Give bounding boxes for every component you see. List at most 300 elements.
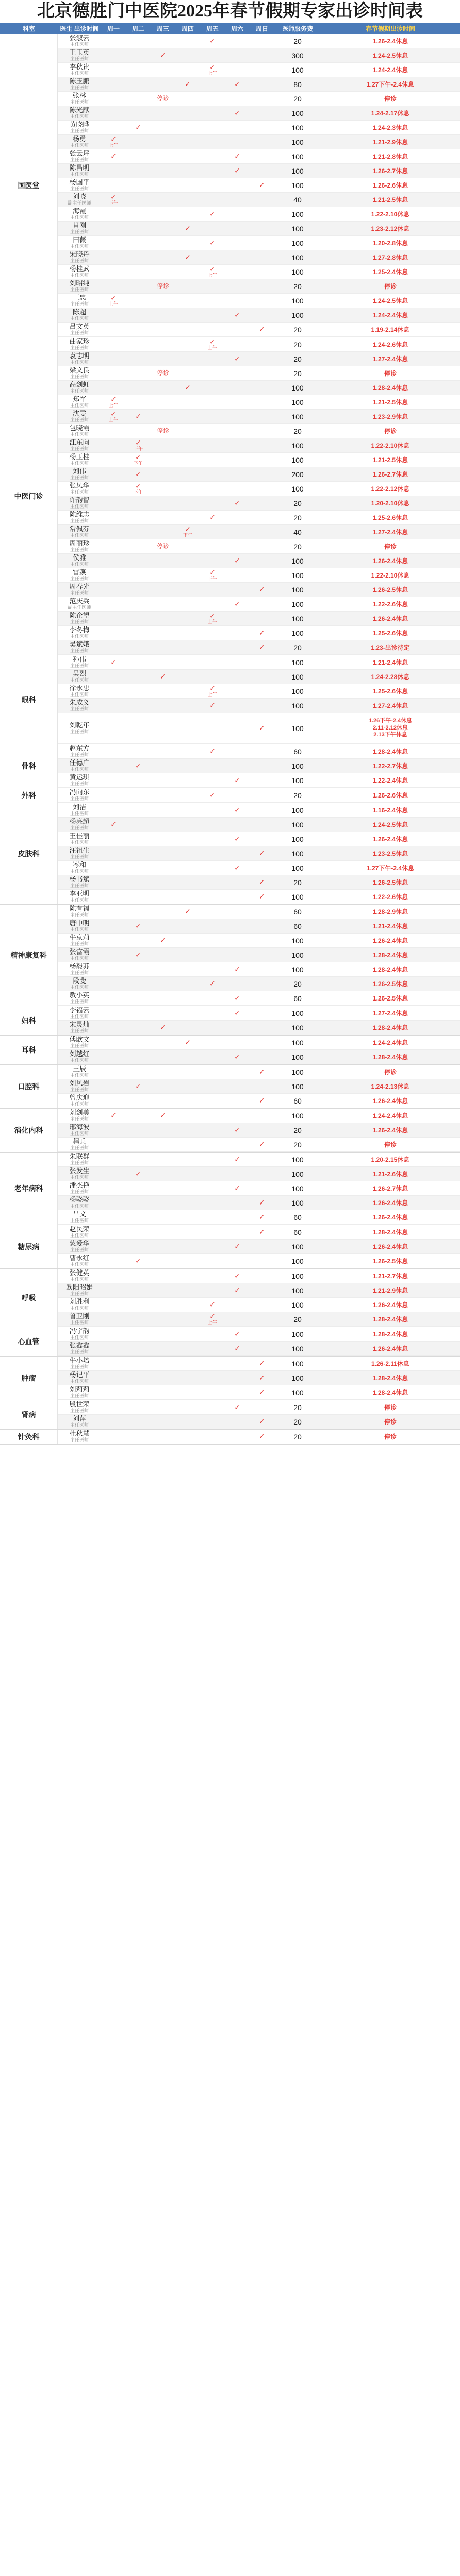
day-cell [250,905,274,919]
day-cell [151,539,175,553]
day-cell [126,861,151,875]
day-cell [250,121,274,134]
fee-cell: 100 [291,1111,304,1120]
check-icon: ✓ [259,1373,265,1382]
doctor-cell [58,1123,101,1137]
day-cell [151,759,175,773]
table-row [58,1153,460,1167]
day-cell [225,991,250,1005]
day-cell [225,788,250,802]
day-cell [200,381,225,395]
check-icon: ✓ [209,513,216,521]
day-cell [151,164,175,178]
day-cell [101,467,126,481]
table-row [58,1415,460,1429]
day-cell [250,744,274,758]
doctor-name: 王佳丽 [69,832,90,840]
dept-rows [58,1430,460,1444]
day-cell [225,1181,250,1195]
doctor-cell [58,934,101,947]
fee-cell: 20 [293,1432,302,1441]
day-cell [200,1283,225,1297]
fee-cell: 100 [291,1257,304,1265]
fee-cell: 20 [293,94,302,103]
day-cell [126,539,151,553]
day-cell [126,948,151,962]
day-cell [126,77,151,91]
day-cell [250,337,274,351]
day-cell [151,905,175,919]
day-cell [151,77,175,91]
doctor-name: 王辰 [72,1065,86,1073]
check-icon: ✓ [135,761,141,770]
table-row [58,670,460,684]
table-row [58,366,460,381]
day-cell [225,803,250,817]
doctor-cell [58,121,101,134]
doctor-cell [58,1385,101,1399]
day-cell [126,149,151,163]
day-cell [151,323,175,336]
day-cell [126,612,151,625]
day-cell [151,1036,175,1049]
day-cell [200,48,225,62]
dept-section [0,34,460,337]
doctor-cell [58,626,101,640]
day-cell [200,149,225,163]
day-cell [250,640,274,654]
day-cell [200,1181,225,1195]
table-row [58,250,460,265]
day-cell [151,453,175,467]
fee-cell: 100 [291,253,304,262]
doctor-name: 岑和 [72,861,86,869]
check-icon: ✓ [160,1111,166,1120]
day-cell [200,626,225,640]
doctor-cell [58,803,101,817]
fee-cell: 20 [293,427,302,435]
half-day-label: 上午 [207,692,217,698]
dept-name: 心血管 [0,1327,58,1356]
day-cell [250,1021,274,1035]
schedule-note: 1.28-2.4休息 [372,1024,408,1031]
day-cell [126,92,151,106]
day-cell [101,1123,126,1137]
table-row [58,744,460,759]
table-row [58,684,460,699]
check-icon: ✓ [209,264,216,273]
day-cell [175,962,200,976]
doctor-name: 陈企望 [69,612,90,620]
day-cell [175,77,200,91]
day-cell [151,1181,175,1195]
fee-cell: 100 [291,224,304,233]
check-icon: ✓ [259,642,265,651]
doctor-name: 杨记平 [69,1371,90,1379]
doctor-cell [58,1079,101,1093]
schedule-note: 1.21-2.4休息 [372,659,408,666]
day-cell [225,178,250,192]
doctor-title: 副主任医师 [68,604,91,610]
day-cell [225,1400,250,1414]
doctor-title: 主任医师 [70,1130,89,1136]
day-cell [200,934,225,947]
day-cell [225,861,250,875]
day-cell [250,250,274,264]
doctor-name: 李冬梅 [69,626,90,634]
day-cell [250,788,274,802]
check-icon: ✓ [234,599,240,608]
fee-cell: 100 [291,1300,304,1309]
day-cell [200,496,225,510]
day-cell [126,1400,151,1414]
day-cell [250,323,274,336]
day-cell [225,1036,250,1049]
fee-cell: 100 [291,806,304,815]
doctor-title: 主任医师 [70,633,89,639]
doctor-name: 曲家珍 [69,337,90,346]
check-icon: ✓ [234,354,240,363]
day-cell [175,948,200,962]
table-row [58,1269,460,1283]
doctor-cell [58,222,101,235]
day-cell [225,294,250,308]
day-cell [250,496,274,510]
dept-rows [58,337,460,655]
doctor-name: 陈维志 [69,511,90,519]
doctor-cell [58,962,101,976]
doctor-name: 张淑云 [69,34,90,42]
day-cell [250,1050,274,1064]
table-row [58,919,460,934]
day-cell [175,991,200,1005]
doctor-cell [58,265,101,279]
day-cell [151,395,175,409]
fee-cell: 20 [293,1403,302,1412]
schedule-note: 1.27-2.4休息 [372,529,408,536]
doctor-cell [58,890,101,904]
dept-name: 糖尿病 [0,1225,58,1268]
day-cell [200,337,225,351]
fee-cell: 20 [293,513,302,522]
day-cell [175,818,200,832]
day-cell [225,496,250,510]
day-cell [126,1050,151,1064]
table-row [58,977,460,991]
schedule-note: 1.26-2.4休息 [372,836,408,843]
day-cell [200,1415,225,1429]
day-cell [250,991,274,1005]
schedule-note: 1.21-2.9休息 [372,139,408,146]
header-doctor: 医生 出诊时间 [60,25,99,32]
doctor-title: 主任医师 [70,286,89,292]
doctor-cell [58,1050,101,1064]
day-cell [250,1371,274,1385]
day-cell [175,1327,200,1341]
day-cell [126,1415,151,1429]
check-icon: ✓ [110,134,117,143]
day-cell [225,1269,250,1283]
day-cell [175,655,200,669]
table-row [58,1327,460,1342]
table-row [58,539,460,554]
fee-cell: 20 [293,979,302,988]
day-cell [200,554,225,568]
schedule-note: 1.26-2.4休息 [372,1199,408,1207]
check-icon: ✓ [234,79,240,88]
fee-cell: 100 [291,383,304,392]
doctor-title: 主任医师 [70,1028,89,1033]
day-cell [101,453,126,467]
day-cell [225,236,250,250]
day-cell [151,1298,175,1312]
fee-cell: 100 [291,951,304,959]
fee-cell: 100 [291,1184,304,1193]
doctor-name: 沈雯 [72,410,86,418]
doctor-title: 主任医师 [70,128,89,133]
fee-cell: 20 [293,643,302,652]
schedule-note: 1.28-2.4休息 [372,748,408,755]
day-cell [250,1153,274,1166]
day-cell [101,1371,126,1385]
day-cell [225,1021,250,1035]
day-cell [175,832,200,846]
table-row [58,962,460,977]
day-cell [101,438,126,452]
doctor-cell [58,323,101,336]
day-cell [126,1181,151,1195]
day-cell [200,438,225,452]
day-cell [151,744,175,758]
fee-cell: 20 [293,791,302,800]
day-cell [200,655,225,669]
day-cell [225,1138,250,1151]
day-cell [225,1196,250,1210]
fee-cell: 100 [291,965,304,974]
day-cell [175,1240,200,1253]
schedule-note: 1.26-2.5休息 [372,995,408,1002]
day-cell [126,496,151,510]
check-icon: ✓ [234,1052,240,1061]
half-day-label: 下午 [133,461,143,466]
doctor-title: 主任医师 [70,854,89,859]
day-cell [200,121,225,134]
day-cell [151,875,175,889]
day-cell [200,991,225,1005]
doctor-name: 汪祖生 [69,846,90,855]
day-cell [225,1327,250,1341]
doctor-title: 主任医师 [70,1057,89,1063]
day-cell [126,640,151,654]
day-cell [200,1050,225,1064]
day-cell [101,597,126,611]
table-row [58,410,460,424]
day-cell [126,294,151,308]
schedule-note: 1.26-2.7休息 [372,1185,408,1192]
day-cell [126,713,151,743]
schedule-note: 停诊 [384,428,397,435]
day-cell [126,977,151,991]
schedule-note: 1.22-2.10休息 [371,211,410,218]
doctor-cell [58,48,101,62]
day-cell [175,1269,200,1283]
day-cell [200,482,225,496]
fee-cell: 20 [293,340,302,349]
doctor-title: 主任医师 [70,1101,89,1107]
doctor-title: 主任医师 [70,984,89,990]
half-day-label: 上午 [108,417,118,423]
doctor-name: 宋灵灿 [69,1021,90,1029]
doctor-name: 殷世荣 [69,1400,90,1409]
table-row [58,279,460,294]
day-cell [200,1385,225,1399]
day-cell [101,640,126,654]
day-cell [175,279,200,293]
day-cell [250,818,274,832]
table-row [58,626,460,640]
check-icon: ✓ [234,498,240,507]
day-cell [175,48,200,62]
day-cell [250,568,274,582]
check-icon: ✓ [209,790,216,799]
day-cell [126,178,151,192]
day-cell [126,1371,151,1385]
schedule-note: 1.24-2.4休息 [372,1039,408,1046]
doctor-cell [58,164,101,178]
day-cell [225,222,250,235]
doctor-title: 主任医师 [70,1261,89,1267]
day-cell [225,919,250,933]
day-cell [175,135,200,149]
day-cell [225,106,250,120]
day-cell [126,482,151,496]
dept-section [0,1109,460,1153]
day-cell [250,861,274,875]
day-cell [151,381,175,395]
check-icon: ✓ [234,1155,240,1163]
doctor-title: 主任医师 [70,766,89,772]
table-row [58,352,460,366]
doctor-name: 赵东方 [69,744,90,753]
day-cell [225,1254,250,1268]
doctor-name: 陈有福 [69,905,90,913]
dept-name: 老年病科 [0,1153,58,1225]
fee-cell: 100 [291,1286,304,1295]
fee-cell: 20 [293,542,302,551]
day-cell [175,861,200,875]
day-cell [126,962,151,976]
check-icon: ✓ [209,62,216,71]
day-cell [250,1196,274,1210]
day-cell [250,626,274,640]
day-cell [151,467,175,481]
day-cell [225,1312,250,1326]
schedule-note: 1.21-2.4休息 [372,923,408,930]
table-row [58,453,460,467]
doctor-cell [58,1138,101,1151]
schedule-note: 1.26-2.5休息 [372,586,408,594]
doctor-name: 郑军 [72,395,86,403]
schedule-note: 停诊 [384,283,397,290]
doctor-cell [58,832,101,846]
day-cell [101,511,126,524]
table-row [58,788,460,803]
day-cell [225,1298,250,1312]
day-cell [250,1006,274,1020]
day-cell [175,759,200,773]
day-cell [126,424,151,438]
day-cell [250,1240,274,1253]
fee-cell: 100 [291,412,304,421]
day-cell [175,323,200,336]
doctor-cell [58,236,101,250]
fee-cell: 100 [291,820,304,829]
day-cell [200,265,225,279]
fee-cell: 20 [293,354,302,363]
check-icon: ✓ [185,907,191,916]
table-row [58,905,460,919]
schedule-table [0,34,460,1445]
doctor-cell [58,977,101,991]
day-cell [101,395,126,409]
doctor-cell [58,106,101,120]
check-icon: ✓ [234,151,240,160]
day-cell [175,597,200,611]
day-cell [225,1357,250,1370]
day-cell [101,308,126,322]
day-cell [126,265,151,279]
doctor-title: 主任医师 [70,1408,89,1413]
day-cell [200,135,225,149]
table-row [58,438,460,453]
schedule-note: 1.26-2.4休息 [372,615,408,622]
doctor-cell [58,597,101,611]
doctor-name: 宋晓丹 [69,250,90,259]
table-header [0,23,460,34]
check-icon: ✓ [135,438,141,447]
day-cell [200,1196,225,1210]
day-cell [225,583,250,597]
day-cell [126,193,151,207]
day-cell [175,1021,200,1035]
doctor-name: 王忠 [72,294,86,302]
doctor-title: 主任医师 [70,1349,89,1354]
day-cell [225,1123,250,1137]
day-cell [225,934,250,947]
day-cell [126,832,151,846]
day-cell [101,149,126,163]
doctor-title: 主任医师 [70,229,89,234]
check-icon: ✓ [234,108,240,117]
day-cell [200,670,225,684]
day-cell [151,63,175,77]
check-icon: ✓ [234,1402,240,1411]
day-cell [225,773,250,787]
doctor-cell [58,366,101,380]
check-icon: ✓ [259,1067,265,1076]
table-row [58,149,460,164]
fee-cell: 100 [291,311,304,319]
day-cell [151,178,175,192]
day-cell [101,236,126,250]
dept-rows [58,744,460,788]
fee-cell: 100 [291,296,304,305]
day-cell [101,846,126,860]
doctor-name: 王玉英 [69,48,90,57]
doctor-name: 曹永红 [69,1254,90,1262]
dept-rows [58,1006,460,1035]
schedule-note: 1.20-2.10休息 [371,500,410,507]
